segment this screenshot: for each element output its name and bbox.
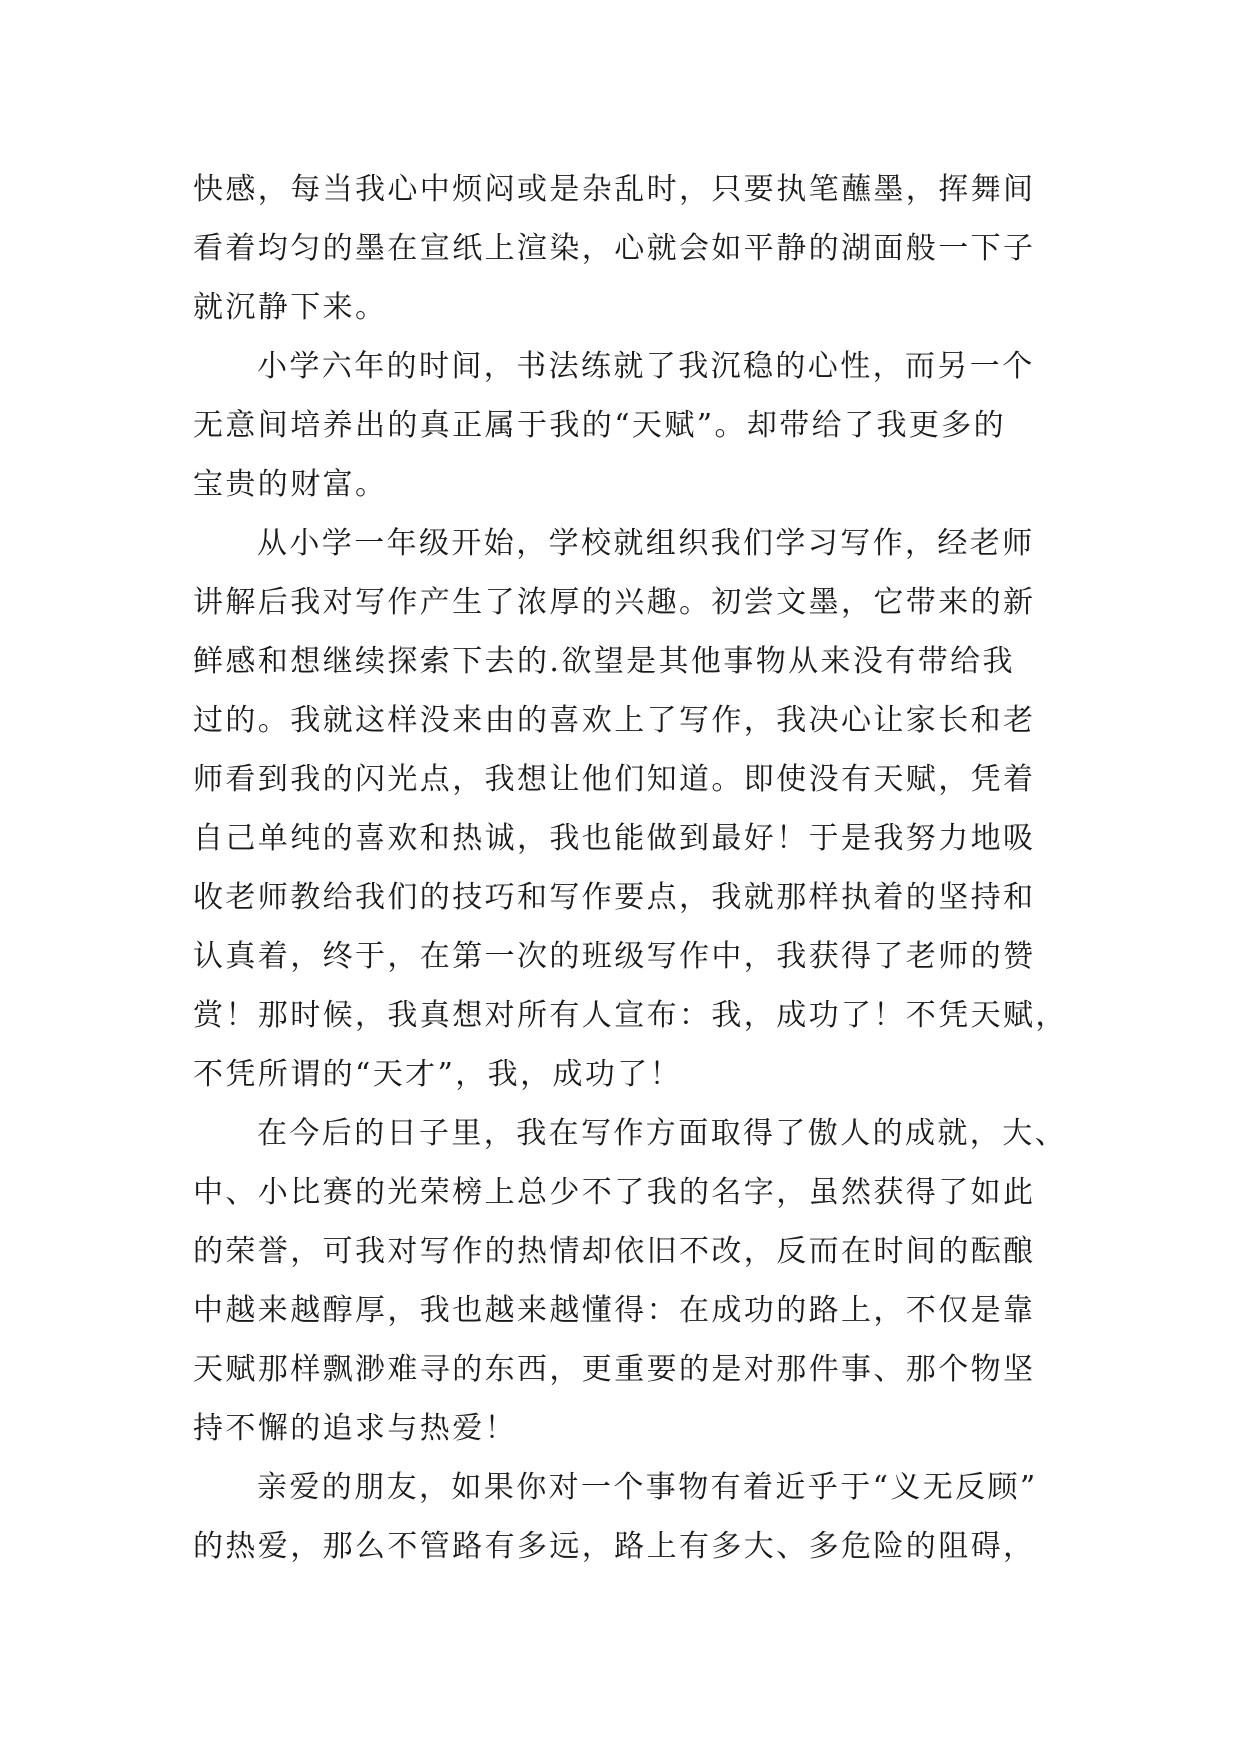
text-line: 从小学一年级开始，学校就组织我们学习写作，经老师: [257, 526, 1035, 561]
text-line: 就沉静下来。: [193, 290, 388, 325]
text-line: 在今后的日子里，我在写作方面取得了傲人的成就，大、: [257, 1116, 1067, 1151]
text-line: 自己单纯的喜欢和热诚，我也能做到最好！于是我努力地吸: [193, 821, 1036, 856]
body-text: [193, 160, 1068, 1576]
text-line: 收老师教给我们的技巧和写作要点，我就那样执着的坚持和: [193, 880, 1036, 915]
text-line: 小学六年的时间，书法练就了我沉稳的心性，而另一个: [257, 349, 1035, 384]
text-line: 赏！那时候，我真想对所有人宣布：我，成功了！不凭天赋，: [193, 998, 1068, 1033]
text-line: 天赋那样飘渺难寻的东西，更重要的是对那件事、那个物坚: [193, 1352, 1036, 1387]
text-line: 过的。我就这样没来由的喜欢上了写作，我决心让家长和老: [193, 703, 1036, 738]
text-line: 不凭所谓的“天才”，我，成功了！: [193, 1057, 683, 1092]
text-line: 看着均匀的墨在宣纸上渲染，心就会如平静的湖面般一下子: [193, 231, 1036, 266]
text-line: 认真着，终于，在第一次的班级写作中，我获得了老师的赞: [193, 939, 1036, 974]
text-line: 的荣誉，可我对写作的热情却依旧不改，反而在时间的酝酿: [193, 1234, 1036, 1269]
text-line: 宝贵的财富。: [193, 467, 388, 502]
text-line: 中越来越醇厚，我也越来越懂得：在成功的路上，不仅是靠: [193, 1293, 1036, 1328]
text-line: 持不懈的追求与热爱！: [193, 1411, 517, 1446]
text-line: 亲爱的朋友，如果你对一个事物有着近乎于“义无反顾”: [257, 1470, 1038, 1505]
text-line: 无意间培养出的真正属于我的“天赋”。却带给了我更多的: [193, 408, 1007, 443]
text-line: 中、小比赛的光荣榜上总少不了我的名字，虽然获得了如此: [193, 1175, 1036, 1210]
text-line: 师看到我的闪光点，我想让他们知道。即使没有天赋，凭着: [193, 762, 1036, 797]
text-line: 的热爱，那么不管路有多远，路上有多大、多危险的阻碍，: [193, 1529, 1036, 1564]
text-line: 快感，每当我心中烦闷或是杂乱时，只要执笔蘸墨，挥舞间: [193, 172, 1036, 207]
text-line: 鲜感和想继续探索下去的.欲望是其他事物从来没有带给我: [193, 644, 1015, 679]
text-line: 讲解后我对写作产生了浓厚的兴趣。初尝文墨，它带来的新: [193, 585, 1036, 620]
